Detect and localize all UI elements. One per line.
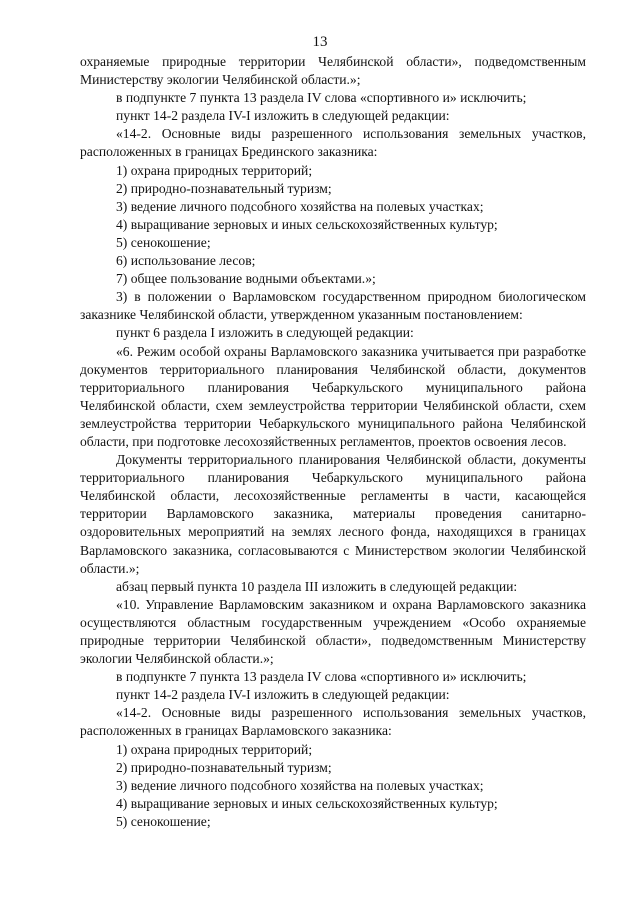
list-item: 2) природно-познавательный туризм; <box>116 180 332 196</box>
paragraph: «14-2. Основные виды разрешенного использования земельных участков, расположенных в границах Варламовского заказника: <box>80 705 586 739</box>
list-item: 3) ведение личного подсобного хозяйства на полевых участках; <box>116 777 484 793</box>
paragraph: «14-2. Основные виды разрешенного использования земельных участков, расположенных в границах Брединского заказника: <box>80 126 586 160</box>
paragraph: пункт 6 раздела I изложить в следующей редакции: <box>116 325 414 341</box>
list-item: 3) ведение личного подсобного хозяйства на полевых участках; <box>116 198 484 214</box>
page-number: 13 <box>312 34 328 50</box>
paragraph: в подпункте 7 пункта 13 раздела IV слова «спортивного и» исключить; <box>116 669 527 685</box>
list-item: 7) общее пользование водными объектами.»; <box>116 271 376 287</box>
paragraph: пункт 14-2 раздела IV-I изложить в следующей редакции: <box>116 687 450 703</box>
paragraph: Документы территориального планирования Челябинской области, документы территориального планирования Чебаркульского муниципального района Челябинской области, лесохозяйственные регламенты в части, касающейся территории Варламовского заказника, материалы проведения санитарно-оздоровительных мероприятий на землях лесного фонда, находящихся в границах Варламовского заказника, согласовываются с Министерством экологии Челябинской области.»; <box>80 452 586 576</box>
list-item: 2) природно-познавательный туризм; <box>116 759 332 775</box>
list-item: 5) сенокошение; <box>116 234 211 250</box>
paragraph: абзац первый пункта 10 раздела III изложить в следующей редакции: <box>116 578 518 594</box>
list-item: 5) сенокошение; <box>116 813 211 829</box>
list-item: 1) охрана природных территорий; <box>116 741 313 757</box>
document-body <box>80 53 586 831</box>
paragraph: пункт 14-2 раздела IV-I изложить в следующей редакции: <box>116 108 450 124</box>
list-item: 4) выращивание зерновых и иных сельскохозяйственных культур; <box>116 216 498 232</box>
paragraph: охраняемые природные территории Челябинской области», подведомственным Министерству экологии Челябинской области.»; <box>80 54 586 88</box>
paragraph: «10. Управление Варламовским заказником и охрана Варламовского заказника осуществляются областным государственным учреждением «Особо охраняемые природные территории Челябинской области», подведомственным Министерству экологии Челябинской области.»; <box>80 596 586 667</box>
paragraph: в подпункте 7 пункта 13 раздела IV слова «спортивного и» исключить; <box>116 90 527 106</box>
list-item: 1) охрана природных территорий; <box>116 162 313 178</box>
paragraph: 3) в положении о Варламовском государственном природном биологическом заказнике Челябинской области, утвержденном указанным постановлением: <box>80 289 586 323</box>
list-item: 4) выращивание зерновых и иных сельскохозяйственных культур; <box>116 795 498 811</box>
paragraph: «6. Режим особой охраны Варламовского заказника учитывается при разработке документов территориального планирования Челябинской области, документов территориального планирования Чебаркульского муниципального района Челябинской области, схем землеустройства территории Челябинской области, схем землеустройства территории Чебаркульского муниципального района Челябинской области, при подготовке лесохозяйственных регламентов, проектов освоения лесов. <box>80 343 586 449</box>
list-item: 6) использование лесов; <box>116 253 256 269</box>
